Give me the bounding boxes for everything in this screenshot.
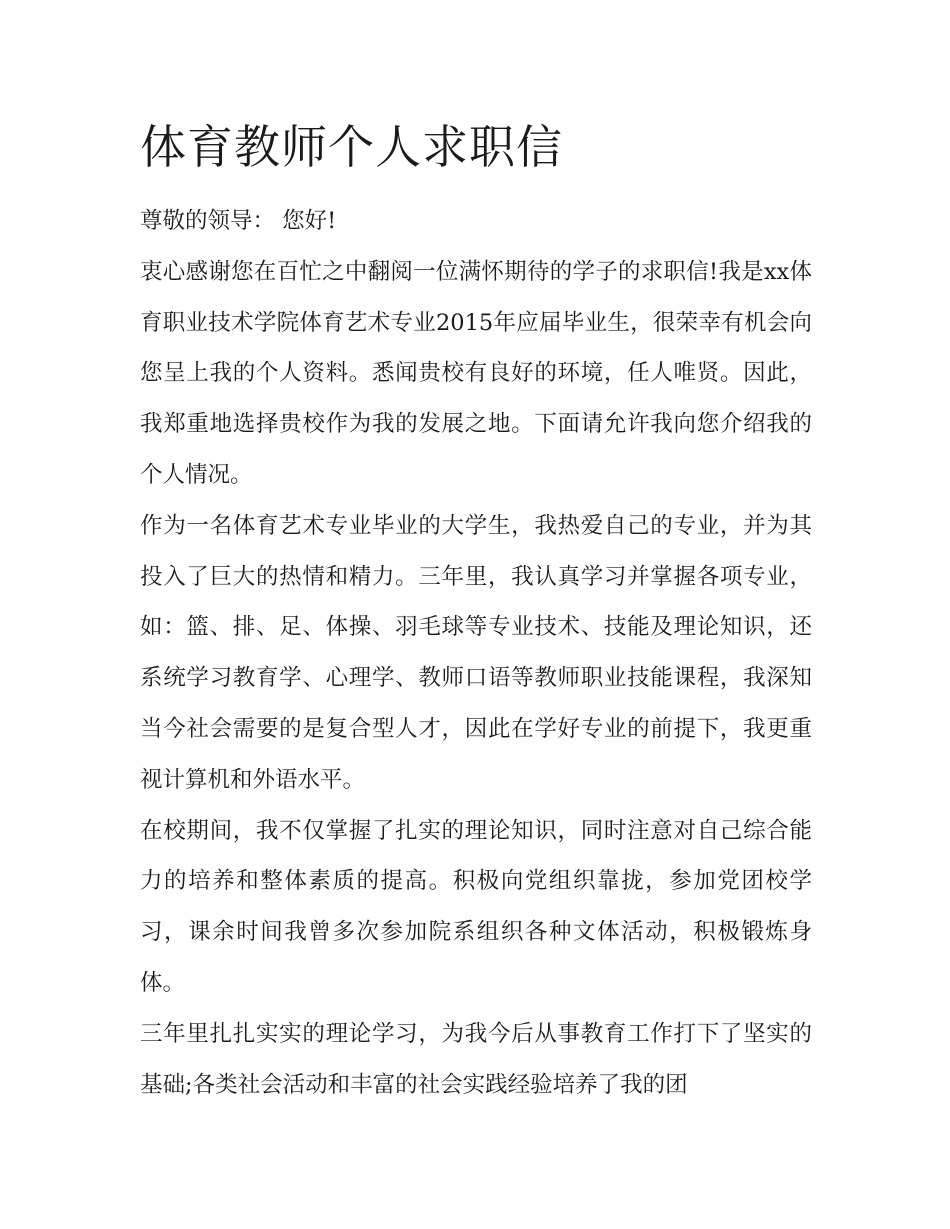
paragraph-practice: 三年里扎扎实实的理论学习，为我今后从事教育工作打下了坚实的基础;各类社会活动和丰富的社会实践经验培养了我的团 <box>140 1020 812 1098</box>
paragraph-intro: 衷心感谢您在百忙之中翻阅一位满怀期待的学子的求职信!我是xx体育职业技术学院体育艺术专业2015年应届毕业生，很荣幸有机会向您呈上我的个人资料。悉闻贵校有良好的环境，任人唯贤。因此，我郑重地选择贵校作为我的发展之地。下面请允许我向您介绍我的个人情况。 <box>140 258 812 488</box>
document-body <box>140 112 812 1110</box>
paragraph-major: 作为一名体育艺术专业毕业的大学生，我热爱自己的专业，并为其投入了巨大的热情和精力。三年里，我认真学习并掌握各项专业，如：篮、排、足、体操、羽毛球等专业技术、技能及理论知识，还系统学习教育学、心理学、教师口语等教师职业技能课程，我深知当今社会需要的是复合型人才，因此在学好专业的前提下，我更重视计算机和外语水平。 <box>140 512 812 793</box>
greeting-line: 尊敬的领导： 您好! <box>140 208 337 234</box>
paragraph-campus: 在校期间，我不仅掌握了扎实的理论知识，同时注意对自己综合能力的培养和整体素质的提高。积极向党组织靠拢，参加党团校学习，课余时间我曾多次参加院系组织各种文体活动，积极锻炼身体。 <box>140 817 812 996</box>
document-title: 体育教师个人求职信 <box>140 120 563 174</box>
